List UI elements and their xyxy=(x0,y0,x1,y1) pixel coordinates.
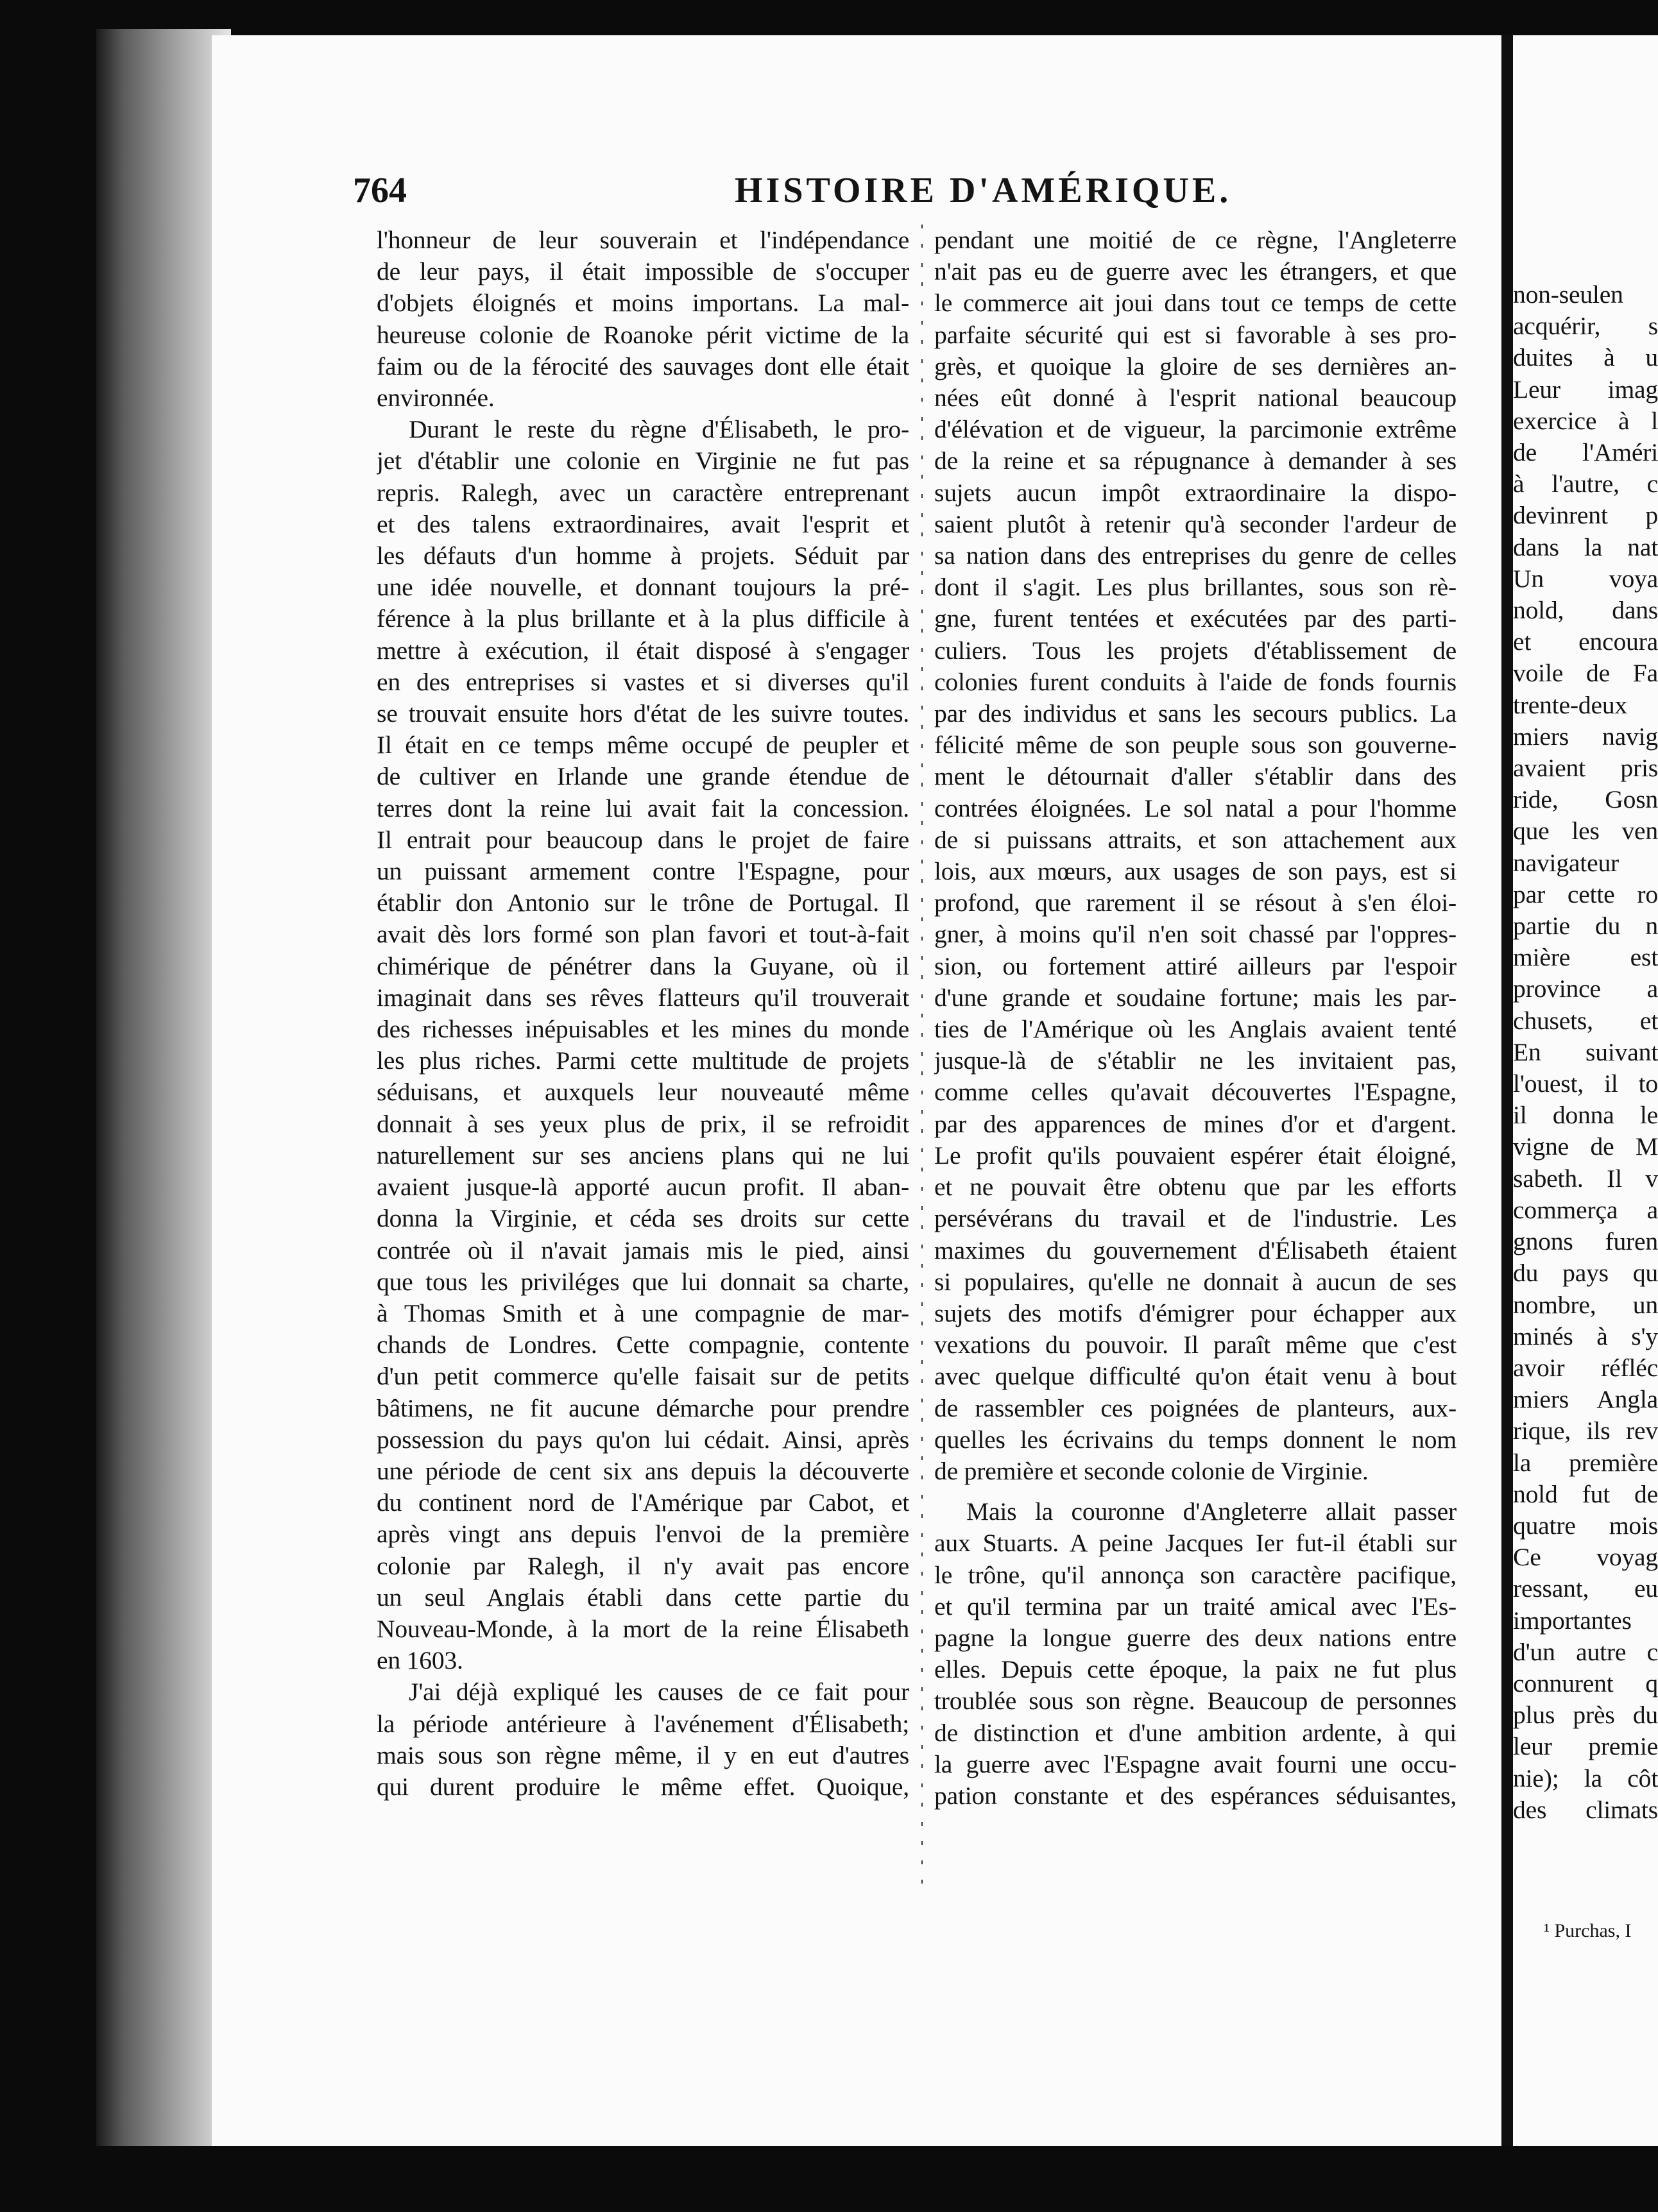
text-line: commerça a xyxy=(1513,1195,1658,1224)
text-line: sujets aucun impôt extraordinaire la dispo- xyxy=(934,478,1457,507)
text-line: ride, Gosn xyxy=(1513,785,1658,814)
running-title: HISTOIRE D'AMÉRIQUE. xyxy=(735,171,1232,210)
text-line: vigne de M xyxy=(1513,1132,1658,1161)
text-line: contrées éloignées. Le sol natal a pour l'homme xyxy=(934,794,1457,822)
text-line: Leur imag xyxy=(1513,375,1658,404)
text-line: nold, dans xyxy=(1513,596,1658,625)
text-line: ties de l'Amérique où les Anglais avaient tenté xyxy=(934,1015,1457,1044)
text-line: nées eût donné à l'esprit national beaucoup xyxy=(934,384,1457,413)
text-line: gnons furen xyxy=(1513,1227,1658,1256)
text-line: sujets des motifs d'émigrer pour échapper aux xyxy=(934,1298,1457,1327)
text-line: trente-deux xyxy=(1513,690,1628,719)
text-line: avaient jusque-là apporté aucun profit. Il aban- xyxy=(377,1173,909,1202)
text-line: mettre à exécution, il était disposé à s'engager xyxy=(377,636,909,665)
text-line: le commerce ait joui dans tout ce temps de cette xyxy=(934,289,1457,318)
binding-gutter xyxy=(96,29,231,2146)
text-line: avaient pris xyxy=(1513,754,1658,783)
right-page-fragment xyxy=(1513,35,1658,2146)
text-line: que tous les priviléges que lui donnait sa charte, xyxy=(377,1267,909,1296)
text-line: un puissant armement contre l'Espagne, pour xyxy=(377,857,909,886)
text-line: nombre, un xyxy=(1513,1290,1658,1319)
text-line: de la reine et sa répugnance à demander à ses xyxy=(934,447,1457,475)
text-line: et des talens extraordinaires, avait l'esprit et xyxy=(377,509,909,538)
text-line: persévérans du travail et de l'industrie. Les xyxy=(934,1204,1457,1233)
text-line: félicité même de son peuple sous son gouverne- xyxy=(934,731,1457,760)
text-line: d'élévation et de vigueur, la parcimonie extrême xyxy=(934,415,1457,444)
text-line: heureuse colonie de Roanoke périt victime de la xyxy=(377,320,909,349)
column-divider xyxy=(921,225,923,1886)
text-line: maximes du gouvernement d'Élisabeth étaient xyxy=(934,1236,1457,1264)
text-line: par des apparences de mines d'or et d'argent. xyxy=(934,1109,1457,1138)
text-line: non-seulen xyxy=(1513,280,1623,309)
text-line: elles. Depuis cette époque, la paix ne fut plus xyxy=(934,1655,1457,1684)
text-line: par des individus et sans les secours publics. La xyxy=(934,699,1457,728)
text-line: connurent q xyxy=(1513,1669,1658,1697)
text-line: les plus riches. Parmi cette multitude de projets xyxy=(377,1046,909,1075)
text-line: faim ou de la férocité des sauvages dont elle était xyxy=(377,352,909,380)
text-line: bâtimens, ne fit aucune démarche pour prendre xyxy=(377,1393,909,1422)
page-edge-shadow xyxy=(1501,35,1513,2146)
text-line: chusets, et xyxy=(1513,1006,1658,1035)
text-line: plus près du xyxy=(1513,1701,1658,1730)
text-line: n'ait pas eu de guerre avec les étrangers, et que xyxy=(934,257,1457,286)
text-line: du continent nord de l'Amérique par Cabot, et xyxy=(377,1488,909,1517)
text-line: d'un petit commerce qu'elle faisait sur de petits xyxy=(377,1362,909,1391)
text-line: quelles les écrivains du temps donnent le nom xyxy=(934,1425,1457,1454)
text-line: séduisans, et auxquels leur nouveauté même xyxy=(377,1078,909,1107)
text-line: avait dès lors formé son plan favori et tout-à-fait xyxy=(377,920,909,949)
text-line: miers Angla xyxy=(1513,1385,1658,1414)
text-line: l'honneur de leur souverain et l'indépendance xyxy=(377,226,909,254)
text-line: la période antérieure à l'avénement d'Élisabeth; xyxy=(377,1709,909,1738)
text-line: saient plutôt à retenir qu'à seconder l'ardeur de xyxy=(934,509,1457,538)
text-line: exercice à l xyxy=(1513,406,1658,435)
text-line: ment le détournait d'aller s'établir dans des xyxy=(934,762,1457,791)
text-line: colonies furent conduits à l'aide de fonds fournis xyxy=(934,667,1457,696)
text-line: gne, furent tentées et exécutées par des parti- xyxy=(934,604,1457,633)
text-line: Mais la couronne d'Angleterre allait passer xyxy=(966,1497,1457,1526)
text-line: se trouvait ensuite hors d'état de les suivre toutes. xyxy=(377,699,909,728)
text-line: Un voya xyxy=(1513,564,1658,593)
text-line: la guerre avec l'Espagne avait fourni une occu- xyxy=(934,1749,1457,1778)
text-line: il donna le xyxy=(1513,1101,1658,1130)
text-line: que les ven xyxy=(1513,817,1658,846)
text-line: l'ouest, il to xyxy=(1513,1069,1658,1098)
text-line: leur premie xyxy=(1513,1732,1658,1761)
text-line: pendant une moitié de ce règne, l'Angleterre xyxy=(934,226,1457,254)
text-line: rique, ils rev xyxy=(1513,1417,1658,1445)
text-line: férence à la plus brillante et à la plus difficile à xyxy=(377,604,909,633)
text-line: province a xyxy=(1513,974,1658,1003)
text-line: de distinction et d'une ambition ardente, à qui xyxy=(934,1718,1457,1747)
text-line: chands de Londres. Cette compagnie, contente xyxy=(377,1331,909,1359)
text-line: troublée sous son règne. Beaucoup de personnes xyxy=(934,1687,1457,1715)
text-line: devinrent p xyxy=(1513,501,1658,530)
text-line: à l'autre, c xyxy=(1513,470,1658,498)
text-line: de l'Améri xyxy=(1513,438,1658,467)
text-line: Il entrait pour beaucoup dans le projet de faire xyxy=(377,825,909,854)
text-line: voile de Fa xyxy=(1513,659,1658,688)
text-line: nie); la côt xyxy=(1513,1764,1658,1792)
text-line: dont il s'agit. Les plus brillantes, sous son rè- xyxy=(934,573,1457,602)
right-footnote: ¹ Purchas, I xyxy=(1544,1920,1632,1941)
text-line: partie du n xyxy=(1513,912,1658,940)
text-line: d'objets éloignés et moins importans. La mal- xyxy=(377,289,909,318)
text-line: J'ai déjà expliqué les causes de ce fait pour xyxy=(409,1678,909,1706)
text-line: une idée nouvelle, et donnant toujours la pré- xyxy=(377,573,909,602)
text-line: avec quelque difficulté qu'on était venu à bout xyxy=(934,1362,1457,1391)
text-line: dans la nat xyxy=(1513,532,1658,561)
text-line: de première et seconde colonie de Virginie. xyxy=(934,1456,1369,1485)
text-line: de leur pays, il était impossible de s'occuper xyxy=(377,257,909,286)
text-line: d'une grande et soudaine fortune; mais les par- xyxy=(934,983,1457,1012)
text-line: en des entreprises si vastes et si diverses qu'il xyxy=(377,667,909,696)
text-line: avoir réfléc xyxy=(1513,1353,1658,1382)
text-line: Durant le reste du règne d'Élisabeth, le pro- xyxy=(409,415,909,444)
text-line: parfaite sécurité qui est si favorable à ses pro- xyxy=(934,320,1457,349)
text-line: et qu'il termina par un traité amical avec l'Es- xyxy=(934,1592,1457,1621)
text-line: qui durent produire le même effet. Quoique, xyxy=(377,1772,909,1801)
text-line: la première xyxy=(1513,1448,1658,1477)
text-line: Nouveau-Monde, à la mort de la reine Élisabeth xyxy=(377,1614,909,1643)
text-line: gner, à moins qu'il n'en soit chassé par l'oppres- xyxy=(934,920,1457,949)
text-line: de rassembler ces poignées de planteurs, aux- xyxy=(934,1393,1457,1422)
right-column-text xyxy=(1513,279,1658,1826)
text-line: un seul Anglais établi dans cette partie du xyxy=(377,1583,909,1612)
text-line: les défauts d'un homme à projets. Séduit par xyxy=(377,541,909,570)
text-line: de cultiver en Irlande une grande étendue de xyxy=(377,762,909,791)
text-line: ressant, eu xyxy=(1513,1574,1658,1603)
text-line: aux Stuarts. A peine Jacques Ier fut-il établi sur xyxy=(934,1529,1457,1558)
text-line: minés à s'y xyxy=(1513,1322,1658,1350)
text-line: après vingt ans depuis l'envoi de la première xyxy=(377,1520,909,1549)
text-line: navigateur xyxy=(1513,848,1620,877)
text-line: Il était en ce temps même occupé de peupler et xyxy=(377,731,909,760)
text-line: le trône, qu'il annonça son caractère pacifique, xyxy=(934,1560,1457,1589)
text-line: et encoura xyxy=(1513,627,1658,656)
text-line: duites à u xyxy=(1513,343,1658,372)
text-line: par cette ro xyxy=(1513,880,1658,908)
text-line: jet d'établir une colonie en Virginie ne fut pas xyxy=(377,447,909,475)
text-line: importantes xyxy=(1513,1606,1632,1635)
text-line: en 1603. xyxy=(377,1646,463,1675)
text-line: vexations du pouvoir. Il paraît même que c'est xyxy=(934,1331,1457,1359)
text-line: possession du pays qu'on lui cédait. Ainsi, après xyxy=(377,1425,909,1454)
page-number: 764 xyxy=(353,171,407,210)
text-line: terres dont la reine lui avait fait la concession. xyxy=(377,794,909,822)
page-header xyxy=(353,170,1232,228)
text-line: profond, que rarement il se résout à s'en éloi- xyxy=(934,889,1457,917)
text-line: des climats xyxy=(1513,1795,1658,1824)
text-line: grès, et quoique la gloire de ses dernières an- xyxy=(934,352,1457,380)
text-line: quatre mois xyxy=(1513,1511,1658,1540)
text-line: environnée. xyxy=(377,384,495,413)
text-line: culiers. Tous les projets d'établissement de xyxy=(934,636,1457,665)
text-line: de si puissans attraits, et son attachement aux xyxy=(934,825,1457,854)
text-line: et ne pouvait être obtenu que par les efforts xyxy=(934,1173,1457,1202)
text-line: si populaires, qu'elle ne donnait à aucun de ses xyxy=(934,1267,1457,1296)
text-line: jusque-là de s'établir ne les invitaient pas, xyxy=(934,1046,1457,1075)
text-line: une période de cent six ans depuis la découverte xyxy=(377,1456,909,1485)
text-line: donna la Virginie, et céda ses droits sur cette xyxy=(377,1204,909,1233)
left-column-text xyxy=(377,225,909,1803)
text-line: repris. Ralegh, avec un caractère entreprenant xyxy=(377,478,909,507)
text-line: acquérir, s xyxy=(1513,312,1658,341)
text-line: donnait à ses yeux plus de prix, il se refroidit xyxy=(377,1109,909,1138)
text-line: nold fut de xyxy=(1513,1479,1658,1508)
text-line: d'un autre c xyxy=(1513,1637,1658,1666)
text-line: comme celles qu'avait découvertes l'Espagne, xyxy=(934,1078,1457,1107)
text-line: pation constante et des espérances séduisantes, xyxy=(934,1781,1457,1810)
text-line: mière est xyxy=(1513,943,1658,972)
text-line: mais sous son règne même, il y en eut d'autres xyxy=(377,1740,909,1769)
text-line: Le profit qu'ils pouvaient espérer était éloigné, xyxy=(934,1141,1457,1170)
middle-column-text xyxy=(934,225,1457,1812)
text-line: chimérique de pénétrer dans la Guyane, où il xyxy=(377,951,909,980)
text-line: sion, ou fortement attiré ailleurs par l'espoir xyxy=(934,951,1457,980)
text-line: des richesses inépuisables et les mines du monde xyxy=(377,1015,909,1044)
text-line: sa nation dans des entreprises du genre de celles xyxy=(934,541,1457,570)
text-line: à Thomas Smith et à une compagnie de mar- xyxy=(377,1298,909,1327)
text-line: En suivant xyxy=(1513,1037,1658,1066)
text-line: pagne la longue guerre des deux nations entre xyxy=(934,1623,1457,1652)
text-line: Ce voyag xyxy=(1513,1543,1658,1572)
text-line: naturellement sur ses anciens plans qui ne lui xyxy=(377,1141,909,1170)
text-line: établir don Antonio sur le trône de Portugal. Il xyxy=(377,889,909,917)
text-line: imaginait dans ses rêves flatteurs qu'il trouverait xyxy=(377,983,909,1012)
text-line: sabeth. Il v xyxy=(1513,1164,1658,1193)
text-line: lois, aux mœurs, aux usages de son pays, est si xyxy=(934,857,1457,886)
text-line: miers navig xyxy=(1513,722,1658,751)
text-line: contrée où il n'avait jamais mis le pied, ainsi xyxy=(377,1236,909,1264)
text-line: du pays qu xyxy=(1513,1259,1658,1288)
text-line: colonie par Ralegh, il n'y avait pas encore xyxy=(377,1551,909,1580)
